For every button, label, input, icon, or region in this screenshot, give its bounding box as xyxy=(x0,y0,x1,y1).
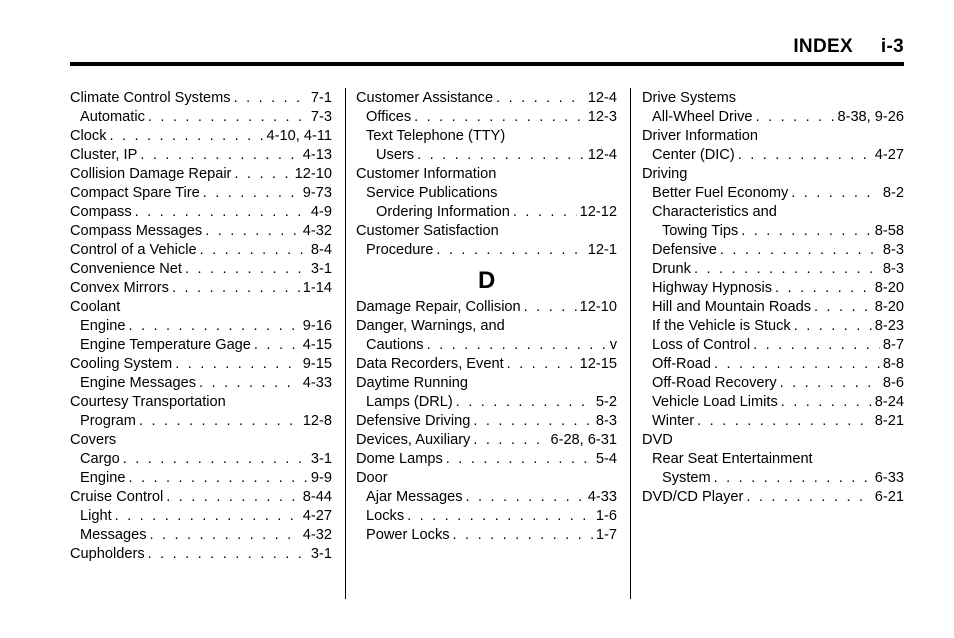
index-entry xyxy=(356,298,617,317)
index-entry xyxy=(70,469,332,488)
index-entry xyxy=(70,241,332,260)
entry-term: Automatic xyxy=(80,109,145,125)
index-entry xyxy=(356,412,617,431)
entry-page-ref: 7-1 xyxy=(310,90,332,106)
index-entry xyxy=(356,146,617,165)
entry-term: Cargo xyxy=(80,451,120,467)
index-entry xyxy=(642,146,904,165)
entry-page-ref: 1-14 xyxy=(302,280,332,296)
entry-page-ref: 12-4 xyxy=(587,147,617,163)
entry-term: Highway Hypnosis xyxy=(652,280,773,296)
entry-page-ref: 3-1 xyxy=(310,546,332,562)
entry-term: Customer Satisfaction xyxy=(356,223,499,239)
entry-page-ref: 8-6 xyxy=(882,375,904,391)
entry-page-ref: 8-58 xyxy=(874,223,904,239)
dot-leader xyxy=(714,469,872,488)
dot-leader xyxy=(697,412,872,431)
index-entry xyxy=(642,108,904,127)
dot-leader xyxy=(456,393,593,412)
index-entry xyxy=(642,279,904,298)
entry-term: Cluster, IP xyxy=(70,147,138,163)
entry-page-ref: 12-10 xyxy=(579,299,617,315)
entry-page-ref: 12-8 xyxy=(302,413,332,429)
entry-term: Off-Road Recovery xyxy=(652,375,777,391)
dot-leader xyxy=(507,355,577,374)
index-entry xyxy=(356,222,617,241)
index-entry xyxy=(356,336,617,355)
entry-term: Compass Messages xyxy=(70,223,203,239)
dot-leader xyxy=(775,279,872,298)
index-entry xyxy=(70,222,332,241)
entry-term: Drunk xyxy=(652,261,691,277)
index-entry xyxy=(642,488,904,507)
index-entry xyxy=(70,393,332,412)
entry-term: Driver Information xyxy=(642,128,758,144)
index-entry xyxy=(356,108,617,127)
dot-leader xyxy=(234,89,308,108)
dot-leader xyxy=(814,298,872,317)
section-letter: D xyxy=(478,267,496,294)
entry-term: Courtesy Transportation xyxy=(70,394,226,410)
index-entry xyxy=(642,374,904,393)
dot-leader xyxy=(746,488,871,507)
entry-term: Service Publications xyxy=(366,185,498,201)
index-entry xyxy=(356,127,617,146)
entry-term: Compass xyxy=(70,204,132,220)
index-entry xyxy=(356,374,617,393)
entry-term: Vehicle Load Limits xyxy=(652,394,778,410)
entry-page-ref: 12-4 xyxy=(587,90,617,106)
entry-term: Messages xyxy=(80,527,147,543)
entry-page-ref: 8-8 xyxy=(882,356,904,372)
entry-page-ref: 6-21 xyxy=(874,489,904,505)
index-entry xyxy=(70,89,332,108)
entry-term: DVD/CD Player xyxy=(642,489,744,505)
index-column-2 xyxy=(356,89,617,545)
dot-leader xyxy=(753,336,880,355)
entry-term: Danger, Warnings, and xyxy=(356,318,505,334)
entry-term: Climate Control Systems xyxy=(70,90,231,106)
index-entry xyxy=(642,184,904,203)
index-entry xyxy=(356,241,617,260)
index-entry xyxy=(70,279,332,298)
entry-term: Dome Lamps xyxy=(356,451,443,467)
index-entry xyxy=(70,260,332,279)
dot-leader xyxy=(738,146,872,165)
entry-page-ref: 9-15 xyxy=(302,356,332,372)
index-entry xyxy=(70,184,332,203)
dot-leader xyxy=(234,165,291,184)
entry-page-ref: 4-32 xyxy=(302,527,332,543)
page-header xyxy=(793,36,904,58)
entry-page-ref: v xyxy=(609,337,617,353)
entry-term: Defensive xyxy=(652,242,717,258)
dot-leader xyxy=(513,203,577,222)
entry-page-ref: 8-20 xyxy=(874,299,904,315)
entry-term: Light xyxy=(80,508,112,524)
entry-page-ref: 8-20 xyxy=(874,280,904,296)
dot-leader xyxy=(123,450,308,469)
entry-page-ref: 8-38, 9-26 xyxy=(837,109,904,125)
entry-term: Cupholders xyxy=(70,546,145,562)
dot-leader xyxy=(414,108,585,127)
entry-term: Data Recorders, Event xyxy=(356,356,504,372)
entry-page-ref: 4-27 xyxy=(302,508,332,524)
entry-page-ref: 8-21 xyxy=(874,413,904,429)
index-entry xyxy=(70,317,332,336)
entry-term: Coolant xyxy=(70,299,121,315)
index-entry xyxy=(70,412,332,431)
entry-term: Customer Information xyxy=(356,166,497,182)
index-entry xyxy=(642,355,904,374)
index-entry xyxy=(70,127,332,146)
entry-term: Damage Repair, Collision xyxy=(356,299,521,315)
dot-leader xyxy=(453,526,593,545)
entry-page-ref: 8-3 xyxy=(882,242,904,258)
entry-term: Hill and Mountain Roads xyxy=(652,299,811,315)
entry-page-ref: 4-9 xyxy=(310,204,332,220)
entry-page-ref: 4-10, 4-11 xyxy=(266,128,332,144)
dot-leader xyxy=(694,260,880,279)
entry-term: Compact Spare Tire xyxy=(70,185,200,201)
index-entry xyxy=(642,469,904,488)
index-entry xyxy=(70,165,332,184)
entry-page-ref: 12-1 xyxy=(587,242,617,258)
entry-page-ref: 8-3 xyxy=(882,261,904,277)
dot-leader xyxy=(203,184,300,203)
dot-leader xyxy=(205,222,300,241)
entry-term: Winter xyxy=(652,413,695,429)
entry-term: Rear Seat Entertainment xyxy=(652,451,813,467)
index-entry xyxy=(70,298,332,317)
entry-term: Cautions xyxy=(366,337,424,353)
entry-term: Text Telephone (TTY) xyxy=(366,128,506,144)
entry-page-ref: 1-6 xyxy=(595,508,617,524)
entry-term: Center (DIC) xyxy=(652,147,735,163)
entry-page-ref: 5-2 xyxy=(595,394,617,410)
index-entry xyxy=(642,393,904,412)
index-entry xyxy=(356,507,617,526)
entry-term: Control of a Vehicle xyxy=(70,242,197,258)
entry-term: Daytime Running xyxy=(356,375,468,391)
entry-term: Engine Messages xyxy=(80,375,197,391)
entry-term: Convenience Net xyxy=(70,261,182,277)
index-entry xyxy=(356,488,617,507)
dot-leader xyxy=(254,336,300,355)
column-divider xyxy=(345,88,346,599)
entry-page-ref: 4-13 xyxy=(302,147,332,163)
index-entry xyxy=(642,412,904,431)
index-entry xyxy=(70,545,332,564)
entry-page-ref: 8-2 xyxy=(882,185,904,201)
entry-term: Door xyxy=(356,470,388,486)
entry-term: Driving xyxy=(642,166,688,182)
entry-term: Clock xyxy=(70,128,107,144)
index-entry xyxy=(70,431,332,450)
index-entry xyxy=(70,146,332,165)
entry-term: Cooling System xyxy=(70,356,173,372)
index-entry xyxy=(356,355,617,374)
dot-leader xyxy=(780,374,880,393)
entry-term: Covers xyxy=(70,432,117,448)
entry-page-ref: 1-7 xyxy=(595,527,617,543)
index-entry xyxy=(642,431,904,450)
dot-leader xyxy=(756,108,835,127)
index-entry xyxy=(642,336,904,355)
entry-page-ref: 5-4 xyxy=(595,451,617,467)
entry-term: Loss of Control xyxy=(652,337,751,353)
index-entry xyxy=(642,127,904,146)
entry-page-ref: 3-1 xyxy=(310,451,332,467)
dot-leader xyxy=(139,412,300,431)
dot-leader xyxy=(436,241,584,260)
entry-term: Better Fuel Economy xyxy=(652,185,789,201)
entry-term: System xyxy=(662,470,711,486)
entry-term: Off-Road xyxy=(652,356,711,372)
dot-leader xyxy=(720,241,880,260)
index-entry xyxy=(356,89,617,108)
entry-page-ref: 6-33 xyxy=(874,470,904,486)
dot-leader xyxy=(427,336,607,355)
entry-term: Ajar Messages xyxy=(366,489,463,505)
index-entry xyxy=(356,317,617,336)
entry-term: Convex Mirrors xyxy=(70,280,169,296)
entry-term: Ordering Information xyxy=(376,204,510,220)
dot-leader xyxy=(128,317,299,336)
index-entry xyxy=(642,241,904,260)
entry-term: Program xyxy=(80,413,136,429)
index-entry xyxy=(70,374,332,393)
entry-page-ref: 12-15 xyxy=(579,356,617,372)
entry-page-ref: 9-9 xyxy=(310,470,332,486)
dot-leader xyxy=(115,507,300,526)
index-entry xyxy=(70,108,332,127)
dot-leader xyxy=(466,488,585,507)
entry-term: All-Wheel Drive xyxy=(652,109,753,125)
index-entry xyxy=(70,203,332,222)
entry-page-ref: 12-10 xyxy=(294,166,332,182)
index-entry xyxy=(642,317,904,336)
entry-term: Devices, Auxiliary xyxy=(356,432,471,448)
index-entry xyxy=(642,450,904,469)
dot-leader xyxy=(199,374,300,393)
dot-leader xyxy=(524,298,577,317)
entry-page-ref: 4-27 xyxy=(874,147,904,163)
entry-page-ref: 9-16 xyxy=(302,318,332,334)
entry-page-ref: 4-32 xyxy=(302,223,332,239)
dot-leader xyxy=(172,279,300,298)
entry-page-ref: 4-33 xyxy=(587,489,617,505)
entry-term: Towing Tips xyxy=(662,223,739,239)
entry-term: Locks xyxy=(366,508,405,524)
dot-leader xyxy=(128,469,307,488)
index-entry xyxy=(356,469,617,488)
entry-term: Cruise Control xyxy=(70,489,164,505)
index-column-3 xyxy=(642,89,904,507)
dot-leader xyxy=(714,355,880,374)
dot-leader xyxy=(446,450,593,469)
dot-leader xyxy=(110,127,264,146)
entry-term: DVD xyxy=(642,432,673,448)
dot-leader xyxy=(175,355,300,374)
entry-term: Drive Systems xyxy=(642,90,737,106)
dot-leader xyxy=(166,488,300,507)
index-entry xyxy=(642,298,904,317)
dot-leader xyxy=(148,545,308,564)
index-entry xyxy=(70,450,332,469)
entry-page-ref: 8-24 xyxy=(874,394,904,410)
entry-term: Characteristics and xyxy=(652,204,777,220)
entry-term: Users xyxy=(376,147,415,163)
entry-page-ref: 4-15 xyxy=(302,337,332,353)
entry-page-ref: 8-3 xyxy=(595,413,617,429)
index-entry xyxy=(70,355,332,374)
index-entry xyxy=(356,526,617,545)
dot-leader xyxy=(781,393,872,412)
index-title: INDEX xyxy=(793,36,853,57)
entry-page-ref: 12-12 xyxy=(579,204,617,220)
dot-leader xyxy=(140,146,299,165)
dot-leader xyxy=(185,260,308,279)
entry-term: Defensive Driving xyxy=(356,413,471,429)
header-rule xyxy=(70,62,904,66)
dot-leader xyxy=(496,89,585,108)
dot-leader xyxy=(417,146,585,165)
dot-leader xyxy=(150,526,300,545)
dot-leader xyxy=(148,108,308,127)
entry-page-ref: 8-4 xyxy=(310,242,332,258)
index-entry xyxy=(642,203,904,222)
dot-leader xyxy=(794,317,872,336)
index-entry xyxy=(642,260,904,279)
index-entry xyxy=(356,203,617,222)
entry-term: Engine xyxy=(80,318,126,334)
index-entry xyxy=(356,165,617,184)
entry-page-ref: 3-1 xyxy=(310,261,332,277)
column-divider xyxy=(630,88,631,599)
index-entry xyxy=(642,89,904,108)
dot-leader xyxy=(407,507,593,526)
index-entry xyxy=(70,488,332,507)
index-entry xyxy=(356,450,617,469)
index-entry xyxy=(642,165,904,184)
entry-term: Collision Damage Repair xyxy=(70,166,232,182)
index-column-1 xyxy=(70,89,332,564)
entry-page-ref: 7-3 xyxy=(310,109,332,125)
index-entry xyxy=(70,526,332,545)
entry-term: Lamps (DRL) xyxy=(366,394,453,410)
dot-leader xyxy=(473,431,547,450)
entry-term: Power Locks xyxy=(366,527,450,543)
entry-term: If the Vehicle is Stuck xyxy=(652,318,791,334)
entry-page-ref: 8-44 xyxy=(302,489,332,505)
dot-leader xyxy=(200,241,308,260)
entry-page-ref: 6-28, 6-31 xyxy=(550,432,617,448)
dot-leader xyxy=(135,203,308,222)
entry-page-ref: 9-73 xyxy=(302,185,332,201)
entry-term: Engine Temperature Gage xyxy=(80,337,251,353)
entry-page-ref: 8-23 xyxy=(874,318,904,334)
index-entry xyxy=(356,393,617,412)
dot-leader xyxy=(791,184,880,203)
entry-term: Procedure xyxy=(366,242,434,258)
entry-page-ref: 8-7 xyxy=(882,337,904,353)
index-entry xyxy=(70,336,332,355)
entry-term: Offices xyxy=(366,109,412,125)
dot-leader xyxy=(741,222,872,241)
index-entry xyxy=(356,431,617,450)
index-entry xyxy=(70,507,332,526)
entry-term: Customer Assistance xyxy=(356,90,494,106)
index-entry xyxy=(356,184,617,203)
entry-page-ref: 4-33 xyxy=(302,375,332,391)
entry-page-ref: 12-3 xyxy=(587,109,617,125)
page-number: i-3 xyxy=(880,36,904,57)
dot-leader xyxy=(473,412,593,431)
entry-term: Engine xyxy=(80,470,126,486)
index-entry xyxy=(642,222,904,241)
